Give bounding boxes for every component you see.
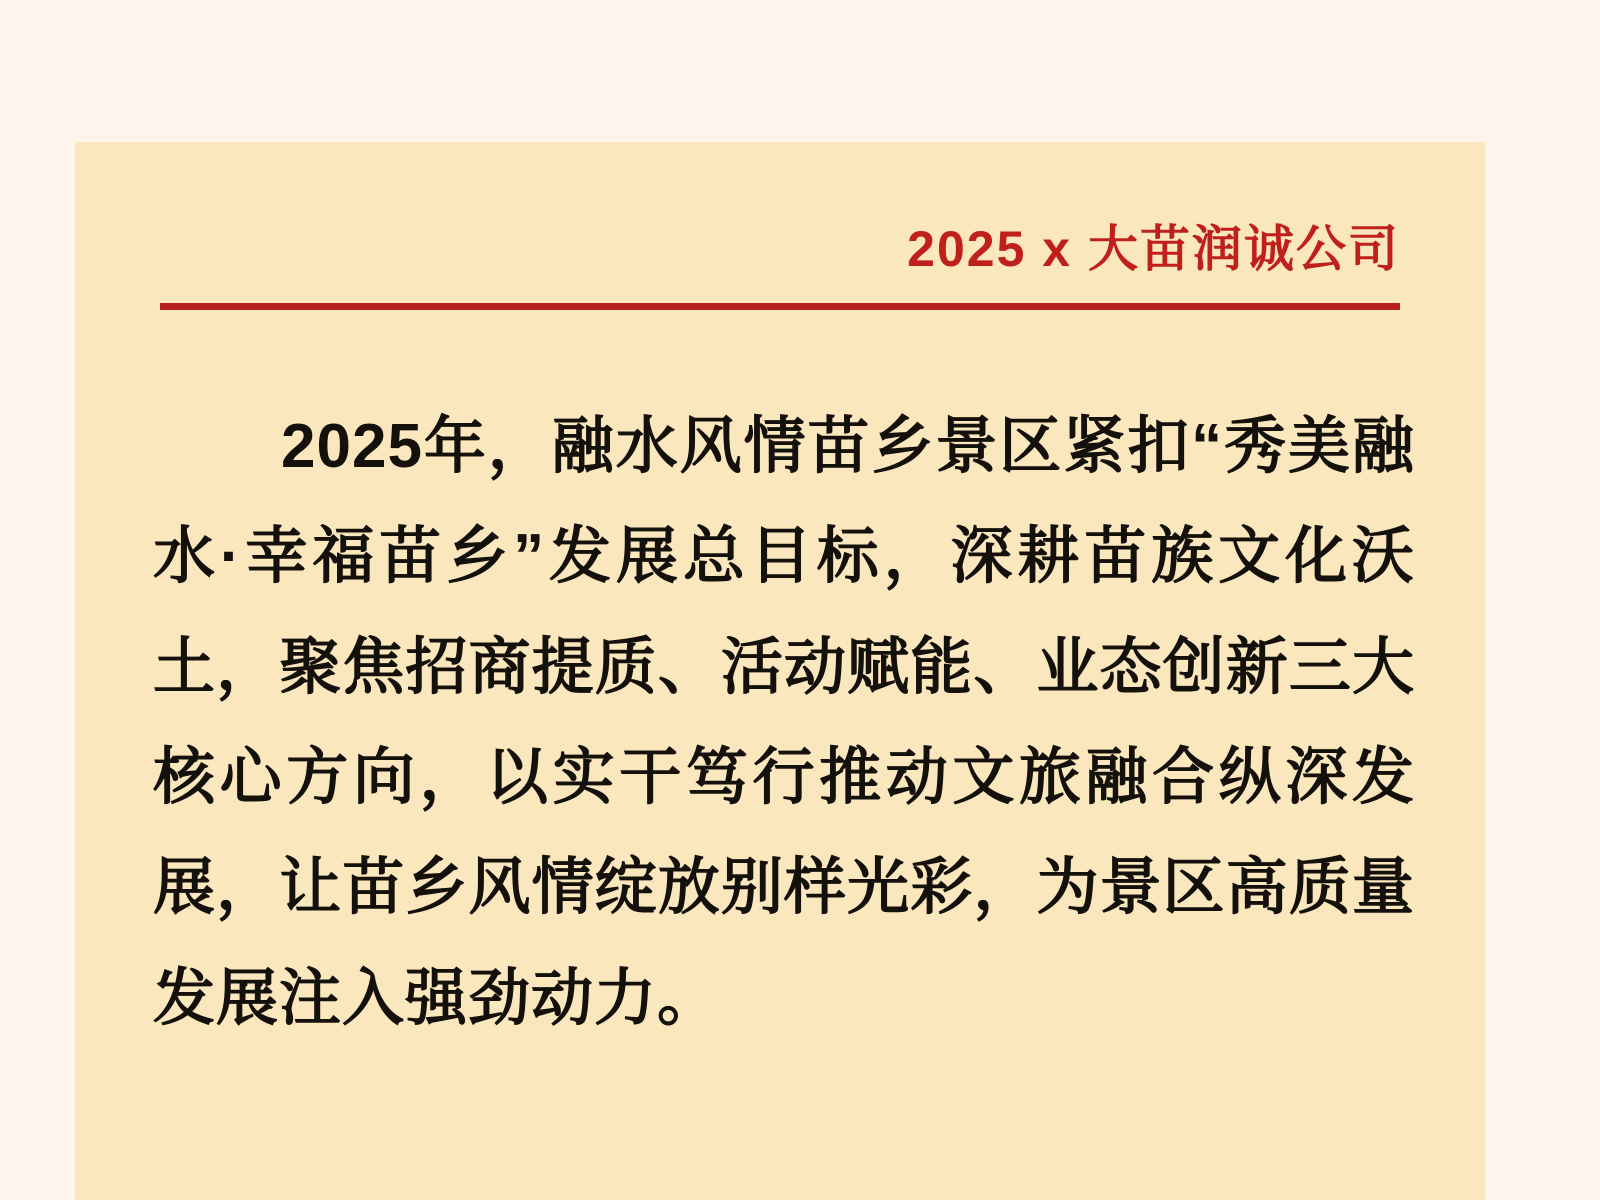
body-paragraph: 2025年，融水风情苗乡景区紧扣“秀美融水·幸福苗乡”发展总目标，深耕苗族文化沃土，聚焦招商提质、活动赋能、业态创新三大核心方向，以实干笃行推动文旅融合纵深发展，让苗乡风情绽放别样光彩，为景区高质量发展注入强劲动力。 bbox=[153, 412, 1415, 1033]
document-header bbox=[160, 222, 1400, 310]
header-divider bbox=[160, 303, 1400, 310]
content-card bbox=[75, 142, 1485, 1200]
page-title: 2025 x 大苗润诚公司 bbox=[907, 221, 1400, 277]
